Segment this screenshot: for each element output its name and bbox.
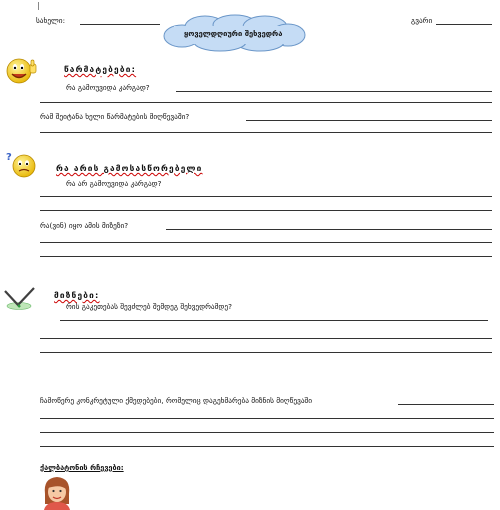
section3-q1: რის გაკეთებას შევძლებ შემდეგ შეხვედრამდე? — [66, 302, 232, 311]
section3-title-text: მიზნები: — [54, 290, 100, 300]
section4-answer-inline[interactable] — [398, 404, 494, 405]
name-label: სახელი: — [36, 16, 66, 25]
section1-answer-line[interactable] — [40, 102, 492, 103]
margin-marker — [38, 2, 39, 10]
section4-answer-line[interactable] — [40, 432, 494, 433]
section1-q1: რა გამოუვიდა კარგად? — [66, 83, 150, 92]
cloud-title: ყოველდღიური შეხვედრა — [184, 29, 283, 38]
teacher-label: ქალბატონის რჩევები: — [40, 463, 124, 472]
section2-q2-answer-inline[interactable] — [166, 229, 492, 230]
section1-title — [64, 64, 136, 74]
section2-q2: რა(ვინ) იყო ამის მიზეზი? — [40, 221, 129, 230]
section2-title-text: რა არის გამოსასწორებელი — [56, 163, 203, 173]
smiley-thumbs-up-icon — [5, 56, 39, 86]
section1-q2: რამ შეიტანა ხელი წარმატების მიღწევაში? — [40, 112, 190, 121]
section4-answer-line[interactable] — [40, 418, 494, 419]
section3-answer-line[interactable] — [60, 320, 488, 321]
date-field[interactable] — [436, 24, 492, 25]
section3-answer-line[interactable] — [40, 352, 492, 353]
section2-title — [56, 163, 203, 173]
teacher-avatar-icon — [40, 474, 74, 510]
section1-answer-line[interactable] — [40, 132, 492, 133]
section3-answer-line[interactable] — [40, 338, 492, 339]
section2-q1: რა არ გამოუვიდა კარგად? — [66, 179, 162, 188]
svg-text:?: ? — [6, 152, 12, 163]
section2-answer-line[interactable] — [40, 242, 492, 243]
date-label: გვარი — [411, 16, 433, 25]
section2-answer-line[interactable] — [40, 196, 492, 197]
name-field[interactable] — [80, 24, 160, 25]
section1-q2-answer-inline[interactable] — [246, 120, 492, 121]
section2-answer-line[interactable] — [40, 210, 492, 211]
section1-q1-answer-inline[interactable] — [176, 91, 492, 92]
section4-text: ჩამოწერე კონკრეტული ქმედებები, რომელიც დაგეხმარება მიზნის მიღწევაში — [40, 396, 313, 405]
smiley-question-icon — [6, 150, 40, 180]
section4-answer-line[interactable] — [40, 446, 494, 447]
section3-title — [54, 290, 100, 300]
section2-answer-line[interactable] — [40, 256, 492, 257]
checkmark-target-icon — [2, 286, 38, 312]
section1-title-text: წარმატებები: — [64, 64, 137, 74]
